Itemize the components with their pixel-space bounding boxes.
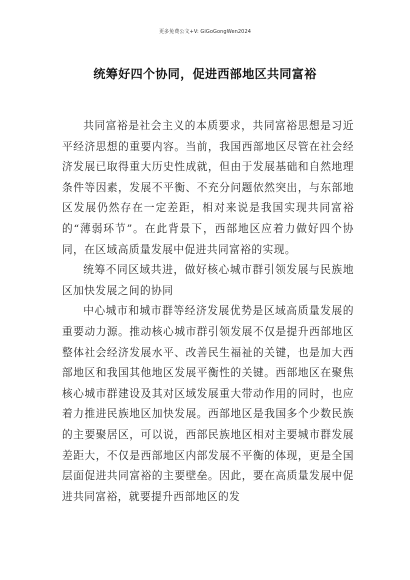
header-note: 更多免费公文+V: GiGoGongWen2024 (158, 29, 252, 35)
paragraph-section-body: 中心城市和城市群等经济发展优势是区域高质量发展的重要动力源。推动核心城市群引领发展不仅是提升西部地区整体社会经济发展水平、改善民生福祉的关键，也是加大西部地区和我国其他地区发展平衡性的关键。西部地区在聚焦核心城市群建设及其对区域发展重大带动作用的同时，也应着力推进民族地区加快发展。西部地区是我国多个少数民族的主要聚居区，可以说，西部民族地区相对主要城市群发展差距大，不仅是西部地区内部发展不平衡的体现，更是全国层面促进共同富裕的主要壁垒。因此，要在高质量发展中促进共同富裕，就要提升西部地区的发 (62, 305, 354, 503)
paragraph-intro: 共同富裕是社会主义的本质要求，共同富裕思想是习近平经济思想的重要内容。当前，我国西部地区尽管在社会经济发展已取得重大历史性成就，但由于发展基础和自然地理条件等因素，发展不平衡、不充分问题依然突出，与东部地区发展仍然存在一定差距，相对来说是我国实现共同富裕的“薄弱环节”。在此背景下，西部地区应着力做好四个协同，在区域高质量发展中促进共同富裕的实现。 (62, 120, 354, 256)
section-heading: 统筹不同区域共进，做好核心城市群引领发展与民族地区加快发展之间的协同 (62, 264, 354, 297)
document-title: 统筹好四个协同，促进西部地区共同富裕 (93, 67, 317, 81)
document-body (62, 116, 354, 507)
